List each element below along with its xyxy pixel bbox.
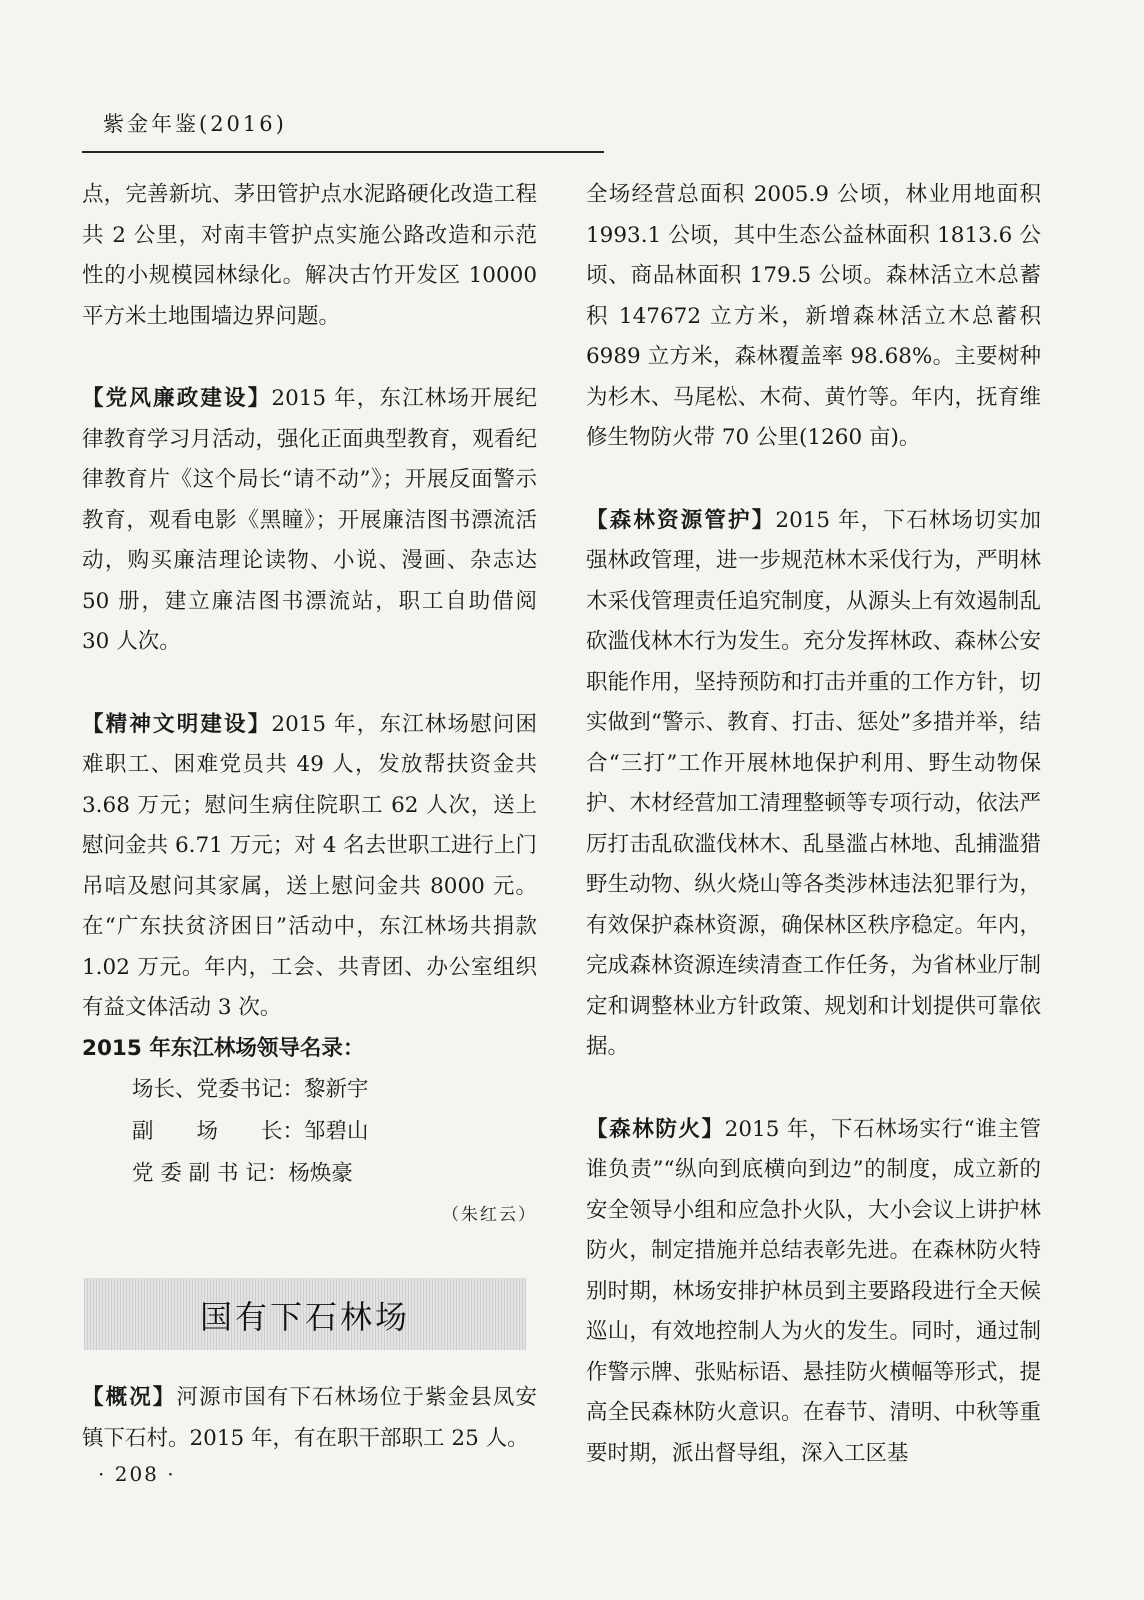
- section-tag: 【精神文明建设】: [82, 711, 272, 737]
- paragraph: [82, 705, 537, 1029]
- paragraph-text: 河源市国有下石林场位于紫金县凤安镇下石村。2015 年，有在职干部职工 25 人。: [82, 1385, 537, 1451]
- paragraph-text: 2015 年，下石林场切实加强林政管理，进一步规范林木采伐行为，严明林木采伐管理责任追究制度，从源头上有效遏制乱砍滥伐林木行为发生。充分发挥林政、森林公安职能作用，坚持预防和打击并重的工作方针，切实做到“警示、教育、打击、惩处”多措并举，结合“三打”工作开展林地保护利用、野生动物保护、木材经营加工清理整顿等专项行动，依法严厉打击乱砍滥伐林木、乱垦滥占林地、乱捕滥猎野生动物、纵火烧山等各类涉林违法犯罪行为，有效保护森林资源，确保林区秩序稳定。年内，完成森林资源连续清查工作任务，为省林业厅制定和调整林业方针政策、规划和计划提供可靠依据。: [586, 507, 1041, 1059]
- page-number: · 208 ·: [98, 1462, 176, 1486]
- running-header: 紫金年鉴(2016): [103, 112, 287, 136]
- roster-line: 党 委 副 书 记：杨焕豪: [132, 1161, 353, 1186]
- section-tag: 【森林防火】: [586, 1116, 725, 1142]
- section-tag: 【党风廉政建设】: [82, 386, 272, 411]
- paragraph-text: 2015 年，下石林场实行“谁主管谁负责”“纵向到底横向到边”的制度，成立新的安全领导小组和应急扑火队，大小会议上讲护林防火，制定措施并总结表彰先进。在森林防火特别时期，林场安排护林员到主要路段进行全天候巡山，有效地控制人为火的发生。同时，通过制作警示牌、张贴标语、悬挂防火横幅等形式，提高全民森林防火意识。在春节、清明、中秋等重要时期，派出督导组，深入工区基: [586, 1116, 1041, 1466]
- overview-paragraph: [82, 1378, 537, 1459]
- section-banner: [84, 1278, 526, 1350]
- paragraph: 全场经营总面积 2005.9 公顷，林业用地面积 1993.1 公顷，其中生态公益林面积 1813.6 公顷、商品林面积 179.5 公顷。森林活立木总蓄积 147672 立方米，新增森林活立木总蓄积 6989 立方米，森林覆盖率 98.68%。主要树种为杉木、马尾松、木荷、黄竹等。年内，抚育维修生物防火带 70 公里(1260 亩)。: [586, 182, 1041, 450]
- roster-line: 场长、党委书记：黎新宇: [132, 1077, 369, 1102]
- paragraph-text: 2015 年，东江林场慰问困难职工、困难党员共 49 人，发放帮扶资金共 3.68 万元；慰问生病住院职工 62 人次，送上慰问金共 6.71 万元；对 4 名去世职工进行上门吊唁及慰问其家属，送上慰问金共 8000 元。在“广东扶贫济困日”活动中，东江林场共捐款 1.02 万元。年内，工会、共青团、办公室组织有益文体活动 3 次。: [82, 711, 537, 1020]
- paragraph: [586, 501, 1041, 1068]
- paragraph: [586, 1110, 1041, 1475]
- roster-title: 2015 年东江林场领导名录：: [82, 1035, 365, 1061]
- section-title: 国有下石林场: [199, 1298, 410, 1336]
- paragraph: 点，完善新坑、茅田管护点水泥路硬化改造工程共 2 公里，对南丰管护点实施公路改造和示范性的小规模园林绿化。解决古竹开发区 10000 平方米土地围墙边界问题。: [82, 182, 537, 329]
- paragraph-text: 2015 年，东江林场开展纪律教育学习月活动，强化正面典型教育，观看纪律教育片《这个局长“请不动”》；开展反面警示教育，观看电影《黑瞳》；开展廉洁图书漂流活动，购买廉洁理论读物、小说、漫画、杂志达 50 册，建立廉洁图书漂流站，职工自助借阅 30 人次。: [82, 386, 537, 654]
- paragraph: [82, 379, 537, 663]
- right-column: [586, 175, 1041, 1474]
- header-rule: [82, 151, 604, 153]
- section-tag: 【森林资源管护】: [586, 507, 776, 533]
- left-column: [82, 175, 537, 1235]
- section-tag: 【概况】: [82, 1385, 177, 1410]
- author-credit: （朱红云）: [442, 1205, 537, 1225]
- roster-line: 副 场 长：邹碧山: [132, 1119, 369, 1144]
